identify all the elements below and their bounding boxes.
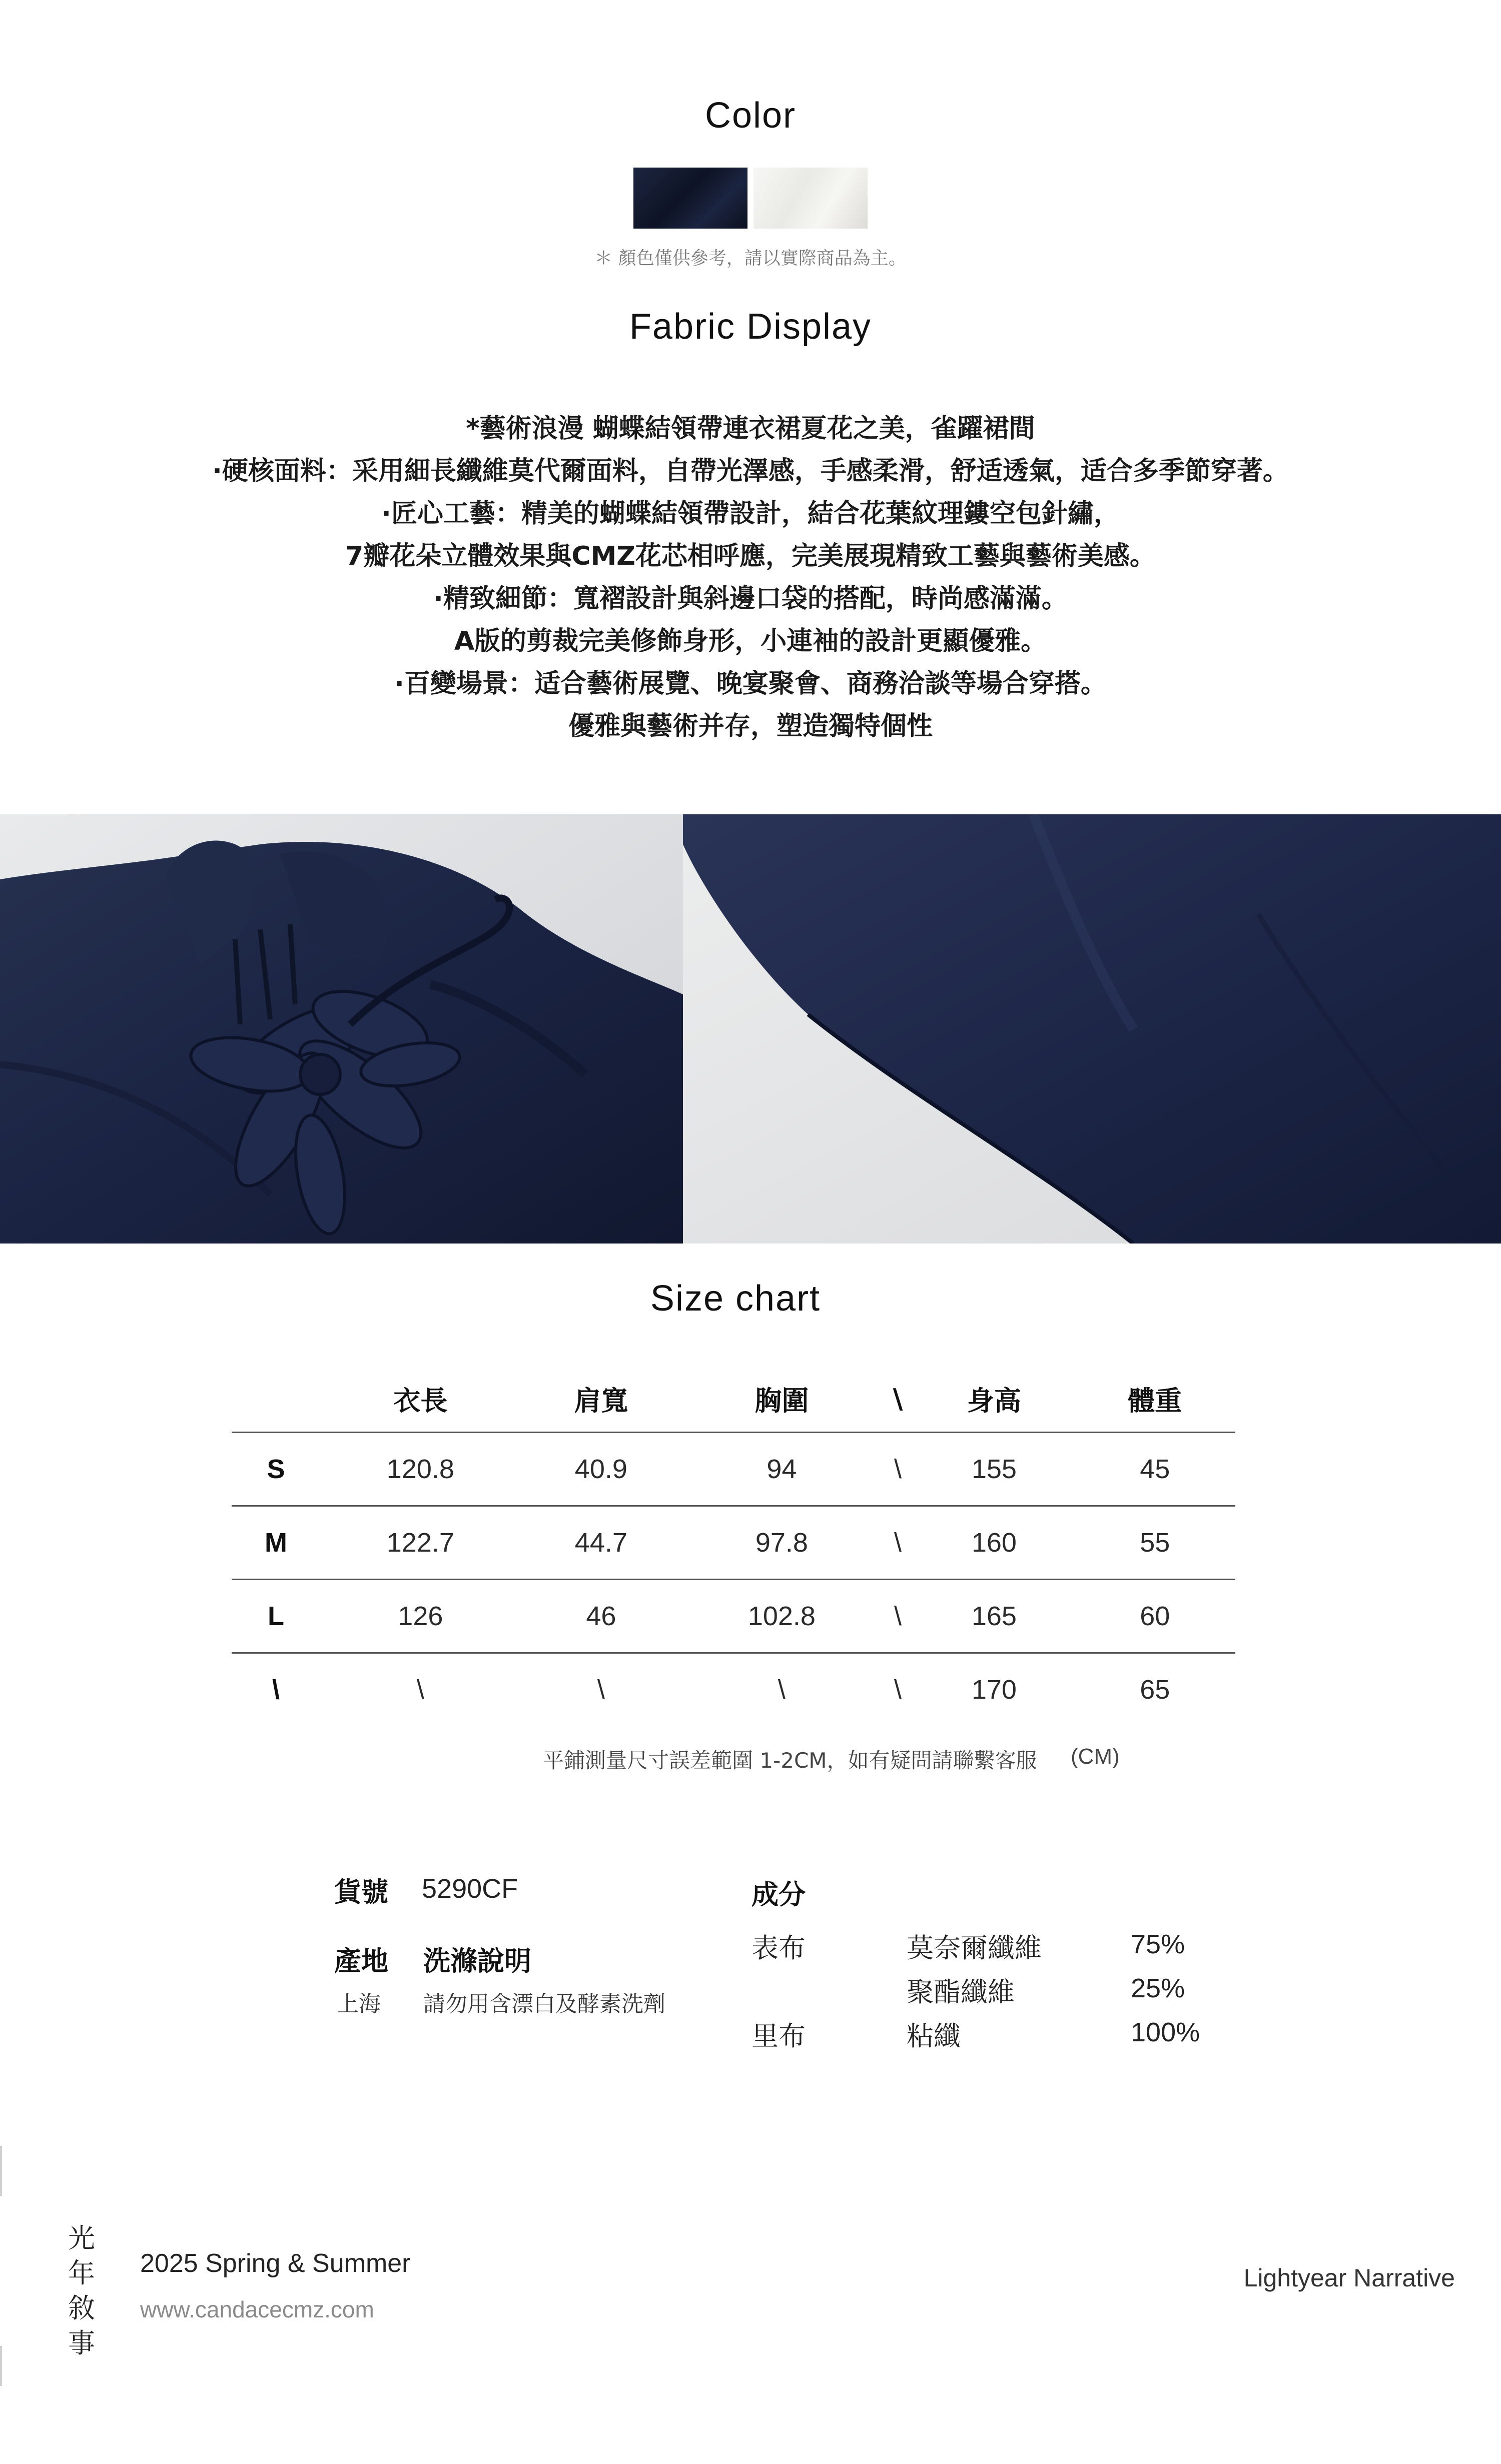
table-cell: \ [416, 1675, 424, 1705]
header-cell: 衣長 [320, 1366, 521, 1433]
table-cell: 40.9 [521, 1433, 681, 1506]
composition-percent: 75% [1131, 1929, 1185, 1959]
edge-mark [0, 2146, 2, 2196]
composition-part: 里布 [752, 2020, 806, 2052]
size-label: S [232, 1433, 320, 1506]
table-cell: 44.7 [521, 1506, 681, 1580]
fabric-line: ·硬核面料：采用細長纖維莫代爾面料，自帶光澤感，手感柔滑，舒适透氣，适合多季節穿著。 [212, 456, 1289, 486]
fabric-line: A版的剪裁完美修飾身形，小連袖的設計更顯優雅。 [454, 626, 1047, 656]
table-cell: \ [597, 1675, 605, 1705]
table-cell: \ [882, 1506, 914, 1580]
origin-label: 產地 [334, 1945, 388, 1977]
table-cell: 55 [1075, 1506, 1235, 1580]
size-unit: (CM) [1071, 1744, 1120, 1769]
fabric-line: ·百變場景：适合藝術展覽、晚宴聚會、商務洽談等場合穿搭。 [394, 669, 1107, 699]
size-note: 平鋪測量尺寸誤差範圍 1-2CM，如有疑問請聯繫客服 [543, 1748, 1037, 1773]
fabric-title: Fabric Display [629, 307, 872, 347]
fabric-line: 優雅與藝術并存，塑造獨特個性 [568, 711, 933, 741]
composition-label: 成分 [752, 1879, 806, 1910]
table-cell: \ [882, 1580, 914, 1653]
brand-char: 敘 [68, 2292, 95, 2324]
header-cell: 體重 [1075, 1366, 1235, 1433]
size-label: \ [272, 1675, 280, 1705]
fabric-description [0, 408, 1501, 748]
navy-swatch[interactable] [633, 168, 747, 229]
website-link[interactable]: www.candacecmz.com [140, 2296, 374, 2322]
table-cell: 94 [681, 1433, 882, 1506]
origin-value: 上海 [337, 1991, 381, 2017]
table-cell: 160 [914, 1506, 1074, 1580]
brand-char: 年 [68, 2257, 95, 2289]
table-cell: 102.8 [681, 1580, 882, 1653]
collar-flower-illustration [0, 814, 683, 1244]
composition-part: 表布 [752, 1932, 806, 1964]
care-label: 洗滌說明 [423, 1945, 531, 1977]
table-row [232, 1506, 1235, 1580]
table-cell: \ [894, 1675, 902, 1705]
size-label: L [232, 1580, 320, 1653]
table-cell: 122.7 [320, 1506, 521, 1580]
header-cell [232, 1366, 320, 1433]
care-value: 請勿用含漂白及酵素洗劑 [423, 1991, 665, 2017]
table-cell: \ [778, 1675, 786, 1705]
table-cell: 170 [971, 1675, 1017, 1705]
season-label: 2025 Spring & Summer [140, 2249, 411, 2278]
header-cell: 肩寬 [521, 1366, 681, 1433]
table-cell: 65 [1140, 1675, 1170, 1705]
table-row [232, 1653, 1235, 1726]
white-swatch[interactable] [754, 168, 868, 229]
composition-material: 聚酯纖維 [907, 1976, 1015, 2008]
header-cell: 身高 [914, 1366, 1074, 1433]
fabric-line: ·精致細節：寬褶設計與斜邊口袋的搭配，時尚感滿滿。 [433, 584, 1068, 614]
brand-english-name: Lightyear Narrative [1243, 2264, 1455, 2292]
size-label: M [232, 1506, 320, 1580]
table-cell: 165 [914, 1580, 1074, 1653]
composition-percent: 100% [1131, 2017, 1200, 2047]
size-chart-title: Size chart [650, 1279, 821, 1319]
brand-char: 光 [68, 2222, 95, 2254]
table-cell: 97.8 [681, 1506, 882, 1580]
table-cell: 120.8 [320, 1433, 521, 1506]
header-cell: \ [882, 1366, 914, 1433]
table-row [232, 1433, 1235, 1506]
table-cell: \ [882, 1433, 914, 1506]
composition-material: 莫奈爾纖維 [907, 1932, 1042, 1964]
color-title: Color [704, 96, 797, 136]
table-cell: 126 [320, 1580, 521, 1653]
collar-detail-photo [0, 814, 683, 1244]
size-chart-table [232, 1366, 1235, 1726]
color-note: ＊ 顏色僅供參考，請以實際商品為主。 [594, 248, 907, 269]
composition-material: 粘纖 [907, 2020, 961, 2052]
sku-label: 貨號 [334, 1876, 388, 1908]
hem-detail-photo [683, 814, 1501, 1244]
fabric-line: 7瓣花朵立體效果與CMZ花芯相呼應，完美展現精致工藝與藝術美感。 [345, 541, 1156, 571]
brand-vertical-logo [64, 2221, 99, 2361]
table-cell: 45 [1075, 1433, 1235, 1506]
table-cell: 46 [521, 1580, 681, 1653]
size-chart-header-row [232, 1366, 1235, 1433]
brand-char: 事 [68, 2327, 95, 2359]
table-row [232, 1580, 1235, 1653]
header-cell: 胸圍 [681, 1366, 882, 1433]
composition-percent: 25% [1131, 1973, 1185, 2003]
table-cell: 155 [914, 1433, 1074, 1506]
table-cell: 60 [1075, 1580, 1235, 1653]
hem-illustration [683, 814, 1501, 1244]
fabric-line: *藝術浪漫 蝴蝶結領帶連衣裙夏花之美，雀躍裙間 [466, 414, 1035, 444]
sku-value: 5290CF [422, 1874, 518, 1904]
edge-mark [0, 2346, 2, 2386]
fabric-line: ·匠心工藝：精美的蝴蝶結領帶設計，結合花葉紋理鏤空包針繡， [381, 499, 1120, 529]
